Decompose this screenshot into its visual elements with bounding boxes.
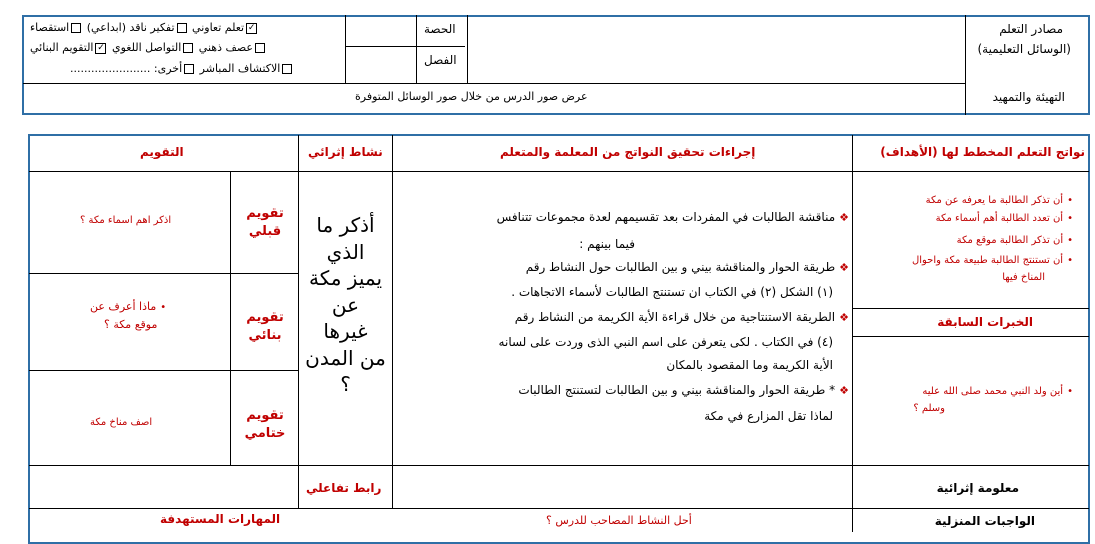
prior-knowledge-text-cont: وسلم ؟: [913, 403, 945, 414]
strategy-label: عصف ذهني: [198, 41, 253, 54]
strategies-row-1: [30, 21, 259, 34]
prior-knowledge-label: الخبرات السابقة: [937, 315, 1033, 329]
goal-item: •أن تذكر الطالبة ما يعرفه عن مكة: [925, 195, 1073, 206]
eval-formative-text: •ماذا أعرف عن: [90, 300, 167, 313]
checkbox-inquiry[interactable]: [71, 23, 81, 33]
goal-item: •أن تذكر الطالبة موقع مكة: [956, 235, 1073, 246]
divider: [965, 15, 966, 115]
divider: [345, 15, 346, 83]
skills-label: المهارات المستهدفة: [160, 512, 281, 526]
divider: [853, 465, 1089, 466]
enrichment-info-label: معلومة إثرائية: [936, 481, 1019, 495]
resources-label-sub: (الوسائل التعليمية): [977, 42, 1071, 56]
strategy-label: تفكير ناقد (ابداعي): [86, 21, 175, 34]
checkbox-brainstorm[interactable]: [255, 43, 265, 53]
divider: [416, 15, 417, 83]
goal-item: •أن تستنتج الطالبة طبيعة مكة واحوال: [911, 255, 1073, 266]
divider: [230, 171, 231, 465]
strategy-label: الاكتشاف المباشر: [199, 62, 281, 75]
eval-formative-label: تقويم بنائي: [246, 310, 284, 343]
checkbox-formative[interactable]: ✓: [97, 42, 105, 53]
strategy-label: أخرى: .......................: [70, 62, 183, 75]
divider: [23, 83, 965, 84]
period-label: الحصة: [424, 22, 456, 36]
strategy-label: التواصل اللغوي: [111, 41, 182, 54]
procedure-item: ❖الطريقة الاستنتاجية من خلال قراءة الأية الكريمة من النشاط رقم: [514, 310, 849, 324]
eval-final-label: تقويم ختامي: [244, 408, 286, 441]
checkbox-language[interactable]: [183, 43, 193, 53]
procedure-item-cont: فيما بينهم :: [579, 237, 635, 251]
divider: [853, 308, 1089, 309]
divider: [467, 15, 468, 83]
header-enrichment: نشاط إثرائي: [308, 145, 383, 159]
strategies-row-3: [70, 62, 294, 75]
procedure-item-cont: الأية الكريمة وما المقصود بالمكان: [666, 358, 833, 372]
divider: [29, 171, 1089, 172]
divider: [29, 508, 1089, 509]
eval-pre-label: تقويم قبلي: [246, 206, 284, 239]
checkbox-critical[interactable]: [177, 23, 187, 33]
strategy-label: استقصاء: [30, 21, 70, 34]
strategy-label: تعلم تعاوني: [192, 21, 245, 34]
resources-label: مصادر التعلم: [999, 22, 1063, 36]
eval-formative-text-cont: موقع مكة ؟: [104, 318, 158, 331]
header-evaluation: التقويم: [140, 145, 184, 159]
divider: [853, 336, 1089, 337]
goal-item: •أن تعدد الطالبة أهم أسماء مكة: [935, 213, 1073, 224]
procedure-item-cont: لماذا تقل المزارع في مكة: [704, 409, 833, 423]
divider: [29, 370, 298, 371]
procedure-item: ❖طريقة الحوار والمناقشة بيني و بين الطالبات حول النشاط رقم: [525, 260, 849, 274]
procedure-item: ❖* طريقة الحوار والمناقشة بيني و بين الطالبات لتستنتج الطالبات: [518, 383, 849, 397]
checkbox-cooperative[interactable]: ✓: [247, 22, 256, 33]
class-label: الفصل: [424, 53, 457, 67]
strategy-label: التقويم البنائي: [30, 41, 94, 54]
checkbox-discovery[interactable]: [282, 64, 292, 74]
prior-knowledge-text: •أين ولد النبي محمد صلى الله عليه: [922, 386, 1073, 397]
divider: [852, 135, 853, 532]
warmup-label: التهيئة والتمهيد: [992, 90, 1065, 104]
divider: [29, 273, 298, 274]
eval-final-text: اصف مناخ مكة: [90, 417, 153, 428]
interactive-link-label[interactable]: رابط تفاعلي: [306, 481, 382, 495]
enrichment-activity: أذكر ما الذي يميز مكة عن غيرها من المدن ؟: [305, 213, 386, 396]
header-outcomes: نواتج التعلم المخطط لها (الأهداف): [880, 145, 1085, 159]
homework-label: الواجبات المنزلية: [934, 514, 1035, 528]
homework-text: أحل النشاط المصاحب للدرس ؟: [546, 514, 692, 527]
goal-item-cont: المناخ فيها: [1002, 272, 1045, 283]
procedure-item-cont: (٤) في الكتاب . لكى يتعرفن على اسم النبي الذى وردت على لسانه: [498, 335, 833, 349]
header-procedures: إجراءات تحقيق النواتج من المعلمة والمتعلم: [500, 145, 756, 159]
procedure-item: ❖مناقشة الطالبات في المفردات بعد تقسيمهم لعدة مجموعات تتنافس: [496, 210, 849, 224]
divider: [392, 135, 393, 508]
divider: [345, 46, 465, 47]
procedure-item-cont: (١) الشكل (٢) في الكتاب ان تستنتج الطالبات لأسماء الاتجاهات .: [511, 285, 833, 299]
eval-pre-text: اذكر اهم اسماء مكة ؟: [80, 215, 172, 226]
strategies-row-2: [30, 41, 267, 54]
checkbox-other[interactable]: [184, 64, 194, 74]
divider: [29, 465, 852, 466]
warmup-text: عرض صور الدرس من خلال صور الوسائل المتوفرة: [355, 90, 588, 103]
